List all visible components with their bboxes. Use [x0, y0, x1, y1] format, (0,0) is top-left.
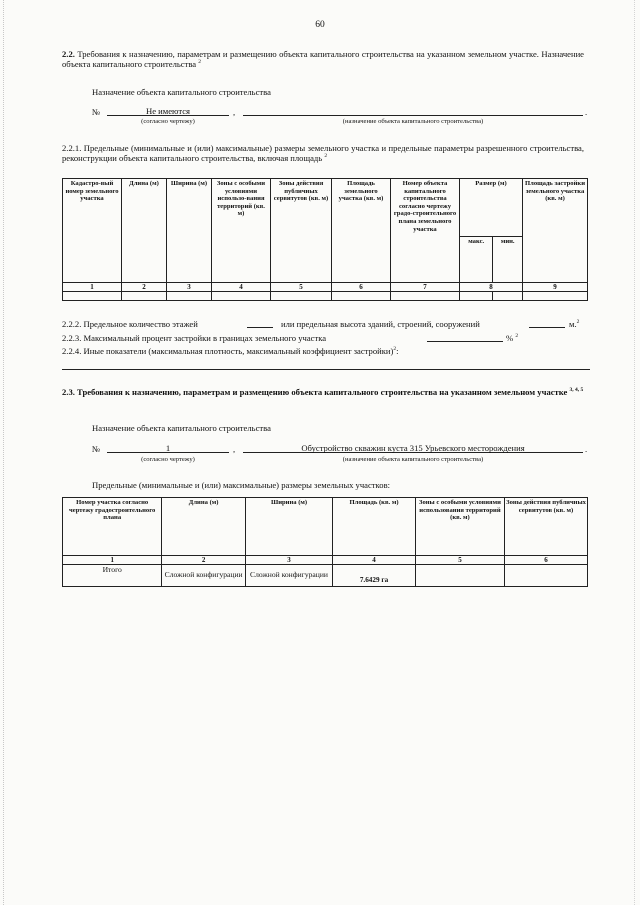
- object-purpose-2-3: Обустройство скважин куста 315 Урьевского месторождения: [243, 443, 583, 453]
- dot-2-2: .: [585, 107, 588, 117]
- dot-2-3: .: [585, 444, 588, 454]
- subheader-max: макс.: [460, 237, 493, 283]
- header-width: Ширина (м): [245, 498, 332, 556]
- row-total-width: Сложной конфигурации: [245, 565, 332, 587]
- height-field: [529, 318, 565, 328]
- section-2-2-text: Требования к назначению, параметрам и размещению объекта капитального строительства на указанном земельном участке. Назначение объекта капитального строительства: [62, 49, 584, 69]
- table-cell: [122, 292, 167, 301]
- header-servitudes: Зоны действия публичных сервитутов (кв. м): [271, 179, 332, 283]
- scan-edge-right: [634, 0, 636, 905]
- object-number-2-2: Не имеются: [107, 106, 229, 116]
- col-num-2: 2: [122, 283, 167, 292]
- comma-2-3: ,: [233, 444, 236, 454]
- object-number-2-3: 1: [107, 443, 229, 453]
- section-2-2-3-text: 2.2.3. Максимальный процент застройки в границах земельного участка: [62, 333, 327, 343]
- section-2-2-2-footnote: 2: [576, 319, 580, 326]
- section-2-2-1-text: [62, 143, 584, 163]
- header-building-area: Площадь застройки земельного участка (кв. м): [523, 179, 588, 283]
- row-total-zones: [415, 565, 504, 587]
- header-object-number: Номер объекта капитального строительства согласно чертежу градо-строительного плана земельного участка: [391, 179, 460, 283]
- header-special-zones: Зоны с особыми условиями использо-вания территорий (кв. м): [212, 179, 271, 283]
- divider-line: [62, 369, 590, 370]
- row-total-area: 7.6429 га: [333, 565, 416, 587]
- header-cadastral-number: Кадастро-вый номер земельного участка: [63, 179, 122, 283]
- section-2-2-3-footnote: 2: [515, 333, 519, 340]
- caption-drawing-2-2: (согласно чертежу): [141, 118, 195, 125]
- table-cell: [523, 292, 588, 301]
- header-special-zones: Зоны с особыми условиями использования территорий (кв. м): [415, 498, 504, 556]
- section-2-3-footnote: 3, 4, 5: [569, 387, 584, 394]
- section-2-2-title: [62, 49, 584, 69]
- number-sign-2-3: №: [92, 444, 101, 454]
- caption-purpose-2-2: (назначение объекта капитального строительства): [342, 118, 484, 125]
- section-2-2-4-footnote: 2: [393, 346, 397, 353]
- table-2-2-1: [62, 178, 588, 301]
- caption-purpose-2-3: (назначение объекта капитального строительства): [342, 456, 484, 463]
- header-length: Длина (м): [162, 498, 245, 556]
- section-2-3-text: 2.3. Требования к назначению, параметрам и размещению объекта капитального строительства на указанном земельном участке: [62, 387, 568, 397]
- unit-percent: %: [506, 333, 514, 343]
- table-cell: [212, 292, 271, 301]
- row-total-label: Итого: [63, 565, 162, 587]
- row-total-length: Сложной конфигурации: [162, 565, 245, 587]
- purpose-label-2-3: Назначение объекта капитального строительства: [92, 423, 271, 433]
- section-2-2-1-footnote: 2: [324, 153, 328, 160]
- section-2-2-number: 2.2.: [62, 49, 75, 59]
- section-2-2-footnote: 2: [198, 59, 202, 66]
- purpose-label-2-2: Назначение объекта капитального строительства: [92, 87, 271, 97]
- plot-sizes-label: Предельные (минимальные и (или) максимальные) размеры земельных участков:: [92, 480, 391, 490]
- section-2-2-2-text: 2.2.2. Предельное количество этажей: [62, 319, 198, 329]
- object-purpose-2-2: [243, 106, 583, 116]
- table-cell: [271, 292, 332, 301]
- table-cell: [493, 292, 523, 301]
- table-2-3: [62, 497, 588, 587]
- build-percent-field: [427, 332, 503, 342]
- table-cell: [63, 292, 122, 301]
- table-cell: [167, 292, 212, 301]
- col-num-5: 5: [271, 283, 332, 292]
- col-num-1: 1: [63, 283, 122, 292]
- header-width: Ширина (м): [167, 179, 212, 283]
- header-servitudes: Зоны действия публичных сервитутов (кв. м): [505, 498, 588, 556]
- table-cell: [332, 292, 391, 301]
- table-cell: [391, 292, 460, 301]
- page-number: 60: [315, 20, 325, 30]
- unit-meters: м.: [569, 319, 577, 329]
- header-length: Длина (м): [122, 179, 167, 283]
- col-num-3: 3: [245, 556, 332, 565]
- header-area: Площадь (кв. м): [333, 498, 416, 556]
- number-sign-2-2: №: [92, 107, 101, 117]
- col-num-9: 9: [523, 283, 588, 292]
- col-num-6: 6: [332, 283, 391, 292]
- header-plot-number: Номер участка согласно чертежу градостроительного плана: [63, 498, 162, 556]
- col-num-1: 1: [63, 556, 162, 565]
- floors-count-field: [247, 318, 273, 328]
- section-2-2-2-height-text: или предельная высота зданий, строений, сооружений: [281, 319, 480, 329]
- caption-drawing-2-3: (согласно чертежу): [141, 456, 195, 463]
- col-num-3: 3: [167, 283, 212, 292]
- comma-2-2: ,: [233, 107, 236, 117]
- section-2-2-4-colon: :: [396, 346, 399, 356]
- section-2-2-4-body: 2.2.4. Иные показатели (максимальная плотность, максимальный коэффициент застройки): [62, 346, 394, 356]
- section-2-2-1-body: 2.2.1. Предельные (минимальные и (или) максимальные) размеры земельного участка и предельные параметры разрешенного строительства, реконструкции объекта капитального строительства, включая площадь: [62, 143, 584, 163]
- section-2-3-title: [62, 387, 584, 397]
- header-plot-area: Площадь земельного участка (кв. м): [332, 179, 391, 283]
- col-num-8: 8: [460, 283, 523, 292]
- subheader-min: мин.: [493, 237, 523, 283]
- col-num-7: 7: [391, 283, 460, 292]
- col-num-5: 5: [415, 556, 504, 565]
- table-cell: [460, 292, 493, 301]
- col-num-4: 4: [212, 283, 271, 292]
- section-2-2-2-unit: [569, 319, 579, 329]
- col-num-4: 4: [333, 556, 416, 565]
- scan-edge-left: [3, 0, 5, 905]
- section-2-2-4-text: [62, 346, 399, 356]
- col-num-2: 2: [162, 556, 245, 565]
- row-total-servitudes: [505, 565, 588, 587]
- col-num-6: 6: [505, 556, 588, 565]
- section-2-2-3-unit: [506, 333, 518, 343]
- header-size: Размер (м): [460, 179, 523, 237]
